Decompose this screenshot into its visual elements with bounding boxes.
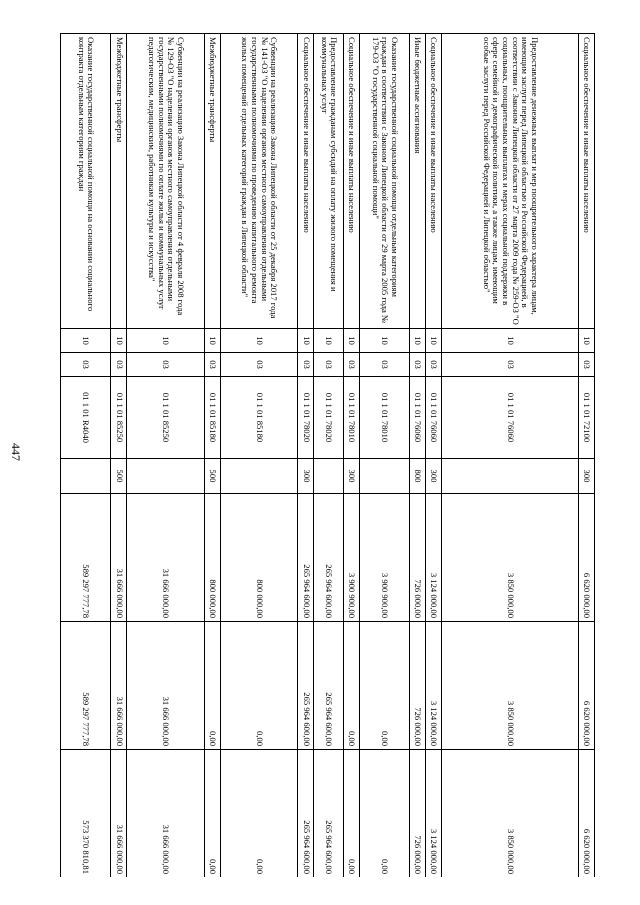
row-name-cell: Социальное обеспечение и иные выплаты населению <box>579 34 595 329</box>
rotated-table-frame <box>60 33 595 877</box>
expense-type-cell <box>314 459 344 494</box>
section-code-cell: 10 <box>61 329 111 353</box>
amount-year2-cell: 31 666 000,00 <box>127 622 205 750</box>
table-row <box>359 34 409 878</box>
amount-year3-cell: 0,00 <box>359 750 409 878</box>
expense-type-cell: 300 <box>344 459 360 494</box>
amount-year2-cell: 31 666 000,00 <box>111 622 127 750</box>
amount-year2-cell: 0,00 <box>204 622 220 750</box>
section-code-cell: 10 <box>220 329 298 353</box>
table-row <box>579 34 595 878</box>
table-row <box>344 34 360 878</box>
amount-year2-cell: 265 964 600,00 <box>314 622 344 750</box>
section-code-cell: 10 <box>298 329 314 353</box>
amount-year1-cell: 3 124 000,00 <box>426 494 442 622</box>
amount-year3-cell: 0,00 <box>220 750 298 878</box>
row-name-cell: Иные бюджетные ассигнования <box>410 34 426 329</box>
budget-table <box>60 33 595 877</box>
amount-year1-cell: 31 666 000,00 <box>111 494 127 622</box>
target-article-code-cell: 01 1 01 78020 <box>314 377 344 459</box>
expense-type-cell: 800 <box>410 459 426 494</box>
section-code-cell: 10 <box>426 329 442 353</box>
amount-year2-cell: 6 620 000,00 <box>579 622 595 750</box>
amount-year1-cell: 589 297 777,78 <box>61 494 111 622</box>
amount-year3-cell: 0,00 <box>344 750 360 878</box>
table-row <box>220 34 298 878</box>
subsection-code-cell: 03 <box>579 353 595 377</box>
target-article-code-cell: 01 1 01 78020 <box>298 377 314 459</box>
target-article-code-cell: 01 1 01 85250 <box>111 377 127 459</box>
amount-year1-cell: 800 000,00 <box>204 494 220 622</box>
table-row <box>314 34 344 878</box>
amount-year3-cell: 265 964 600,00 <box>298 750 314 878</box>
section-code-cell: 10 <box>410 329 426 353</box>
table-row <box>111 34 127 878</box>
target-article-code-cell: 01 1 01 76060 <box>410 377 426 459</box>
section-code-cell: 10 <box>359 329 409 353</box>
amount-year2-cell: 3 124 000,00 <box>426 622 442 750</box>
subsection-code-cell: 03 <box>298 353 314 377</box>
section-code-cell: 10 <box>111 329 127 353</box>
amount-year3-cell: 31 666 000,00 <box>111 750 127 878</box>
amount-year3-cell: 3 124 000,00 <box>426 750 442 878</box>
amount-year2-cell: 0,00 <box>220 622 298 750</box>
target-article-code-cell: 01 1 01 85180 <box>204 377 220 459</box>
table-row <box>204 34 220 878</box>
page-number: 447 <box>9 443 23 461</box>
amount-year3-cell: 726 000,00 <box>410 750 426 878</box>
amount-year3-cell: 3 850 000,00 <box>442 750 579 878</box>
amount-year2-cell: 589 297 777,78 <box>61 622 111 750</box>
subsection-code-cell: 03 <box>410 353 426 377</box>
amount-year1-cell: 31 666 000,00 <box>127 494 205 622</box>
subsection-code-cell: 03 <box>204 353 220 377</box>
expense-type-cell <box>442 459 579 494</box>
expense-type-cell <box>359 459 409 494</box>
section-code-cell: 10 <box>127 329 205 353</box>
target-article-code-cell: 01 1 01 76060 <box>442 377 579 459</box>
section-code-cell: 10 <box>579 329 595 353</box>
subsection-code-cell: 03 <box>220 353 298 377</box>
row-name-cell: Предоставление денежных выплат и мер поощрительного характера лицам, имеющим заслуги перед Липецкой областью и Российской Федерацией, в соответствии с Законом Липецкой области от 27 марта 2009 года № 259-ОЗ "О социальных, поощрительных выплатах и мерах социальной поддержки в сфере семейной и демографической политики, а также лицам, имеющим особые заслуги перед Российской Федерацией и Липецкой областью" <box>442 34 579 329</box>
table-container <box>60 33 595 877</box>
row-name-cell: Межбюджетные трансферты <box>204 34 220 329</box>
amount-year3-cell: 6 620 000,00 <box>579 750 595 878</box>
expense-type-cell: 300 <box>426 459 442 494</box>
amount-year1-cell: 265 964 600,00 <box>298 494 314 622</box>
row-name-cell: Оказание государственной социальной помощи на основании социального контракта отдельным категориям граждан <box>61 34 111 329</box>
amount-year2-cell: 3 850 000,00 <box>442 622 579 750</box>
subsection-code-cell: 03 <box>111 353 127 377</box>
row-name-cell: Субвенции на реализацию Закона Липецкой области от 4 февраля 2008 года № 129-ОЗ "О наделении органов местного самоуправления отдельными государственными полномочиями по оплате жилья и коммунальных услуг педагогическим, медицинским, работникам культуры и искусства" <box>127 34 205 329</box>
subsection-code-cell: 03 <box>314 353 344 377</box>
target-article-code-cell: 01 1 01 78010 <box>359 377 409 459</box>
expense-type-cell <box>61 459 111 494</box>
row-name-cell: Социальное обеспечение и иные выплаты населению <box>344 34 360 329</box>
target-article-code-cell: 01 1 01 R4040 <box>61 377 111 459</box>
amount-year1-cell: 800 000,00 <box>220 494 298 622</box>
row-name-cell: Оказание государственной социальной помощи отдельным категориям граждан в соответствии с Законом Липецкой области от 29 марта 2005 года № 179-ОЗ "О государственной социальной помощи" <box>359 34 409 329</box>
row-name-cell: Социальное обеспечение и иные выплаты населению <box>298 34 314 329</box>
target-article-code-cell: 01 1 01 85180 <box>220 377 298 459</box>
amount-year2-cell: 726 000,00 <box>410 622 426 750</box>
table-row <box>127 34 205 878</box>
expense-type-cell: 300 <box>579 459 595 494</box>
amount-year3-cell: 265 964 600,00 <box>314 750 344 878</box>
amount-year1-cell: 3 850 000,00 <box>442 494 579 622</box>
row-name-cell: Социальное обеспечение и иные выплаты населению <box>426 34 442 329</box>
amount-year2-cell: 265 964 600,00 <box>298 622 314 750</box>
subsection-code-cell: 03 <box>127 353 205 377</box>
expense-type-cell <box>220 459 298 494</box>
subsection-code-cell: 03 <box>442 353 579 377</box>
amount-year3-cell: 573 370 810,81 <box>61 750 111 878</box>
table-row <box>426 34 442 878</box>
amount-year3-cell: 31 666 000,00 <box>127 750 205 878</box>
table-row <box>61 34 111 878</box>
section-code-cell: 10 <box>204 329 220 353</box>
expense-type-cell: 500 <box>111 459 127 494</box>
section-code-cell: 10 <box>314 329 344 353</box>
amount-year1-cell: 3 900 900,00 <box>344 494 360 622</box>
row-name-cell: Предоставление гражданам субсидий на оплату жилого помещения и коммунальных услуг <box>314 34 344 329</box>
subsection-code-cell: 03 <box>426 353 442 377</box>
target-article-code-cell: 01 1 01 76060 <box>426 377 442 459</box>
amount-year1-cell: 3 900 900,00 <box>359 494 409 622</box>
subsection-code-cell: 03 <box>344 353 360 377</box>
expense-type-cell: 500 <box>204 459 220 494</box>
row-name-cell: Межбюджетные трансферты <box>111 34 127 329</box>
amount-year1-cell: 726 000,00 <box>410 494 426 622</box>
section-code-cell: 10 <box>442 329 579 353</box>
section-code-cell: 10 <box>344 329 360 353</box>
amount-year3-cell: 0,00 <box>204 750 220 878</box>
amount-year1-cell: 6 620 000,00 <box>579 494 595 622</box>
target-article-code-cell: 01 1 01 72100 <box>579 377 595 459</box>
amount-year2-cell: 0,00 <box>359 622 409 750</box>
table-row <box>442 34 579 878</box>
amount-year1-cell: 265 964 600,00 <box>314 494 344 622</box>
target-article-code-cell: 01 1 01 85250 <box>127 377 205 459</box>
expense-type-cell: 300 <box>298 459 314 494</box>
table-row <box>298 34 314 878</box>
amount-year2-cell: 0,00 <box>344 622 360 750</box>
target-article-code-cell: 01 1 01 78010 <box>344 377 360 459</box>
subsection-code-cell: 03 <box>359 353 409 377</box>
subsection-code-cell: 03 <box>61 353 111 377</box>
expense-type-cell <box>127 459 205 494</box>
row-name-cell: Субвенции на реализацию Закона Липецкой области от 25 декабря 2017 года № 141-ОЗ "О наделении органов местного самоуправления отдельными государственными полномочиями по проведению капитального ремонта жилых помещений отдельных категорий граждан в Липецкой области" <box>220 34 298 329</box>
table-row <box>410 34 426 878</box>
